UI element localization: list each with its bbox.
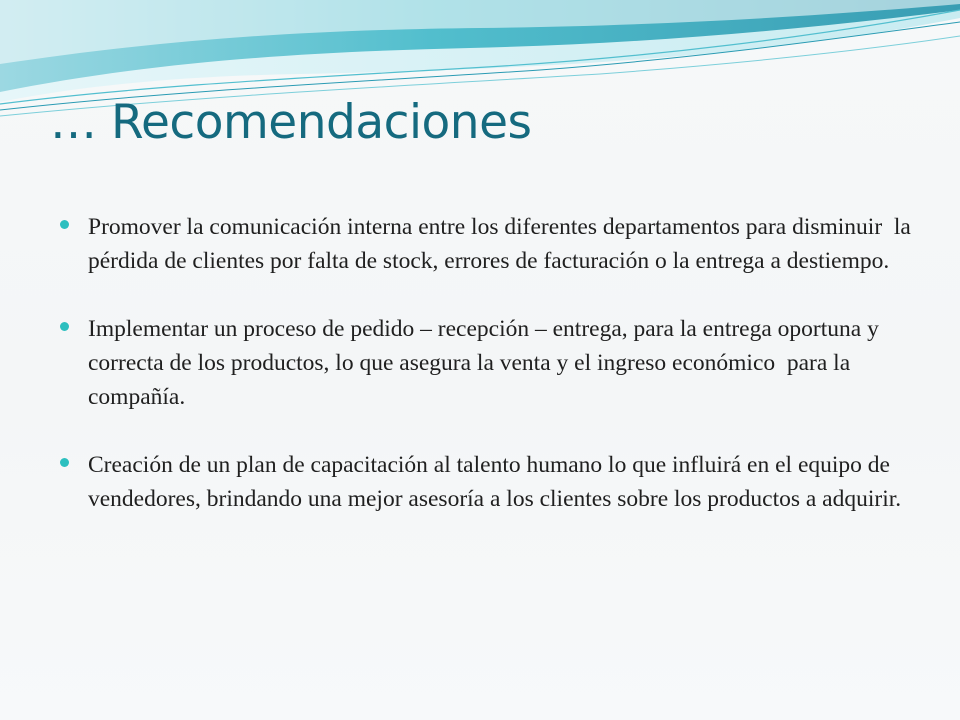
bullet-item [60,448,922,516]
bullet-text: Implementar un proceso de pedido – recepción – entrega, para la entrega oportuna y correcta de los productos, lo que asegura la venta y el ingreso económico para la compañía. [88,316,885,410]
slide-title: … Recomendaciones [50,95,532,150]
bullet-icon [60,322,69,331]
bullet-item [60,210,922,278]
bullet-icon [60,220,69,229]
bullet-icon [60,458,69,467]
bullet-text: Creación de un plan de capacitación al talento humano lo que influirá en el equipo de vendedores, brindando una mejor asesoría a los clientes sobre los productos a adquirir. [88,452,902,512]
bullet-item [60,312,922,414]
bullet-list [60,210,922,550]
bullet-text: Promover la comunicación interna entre los diferentes departamentos para disminuir la pérdida de clientes por falta de stock, errores de facturación o la entrega a destiempo. [88,214,917,274]
